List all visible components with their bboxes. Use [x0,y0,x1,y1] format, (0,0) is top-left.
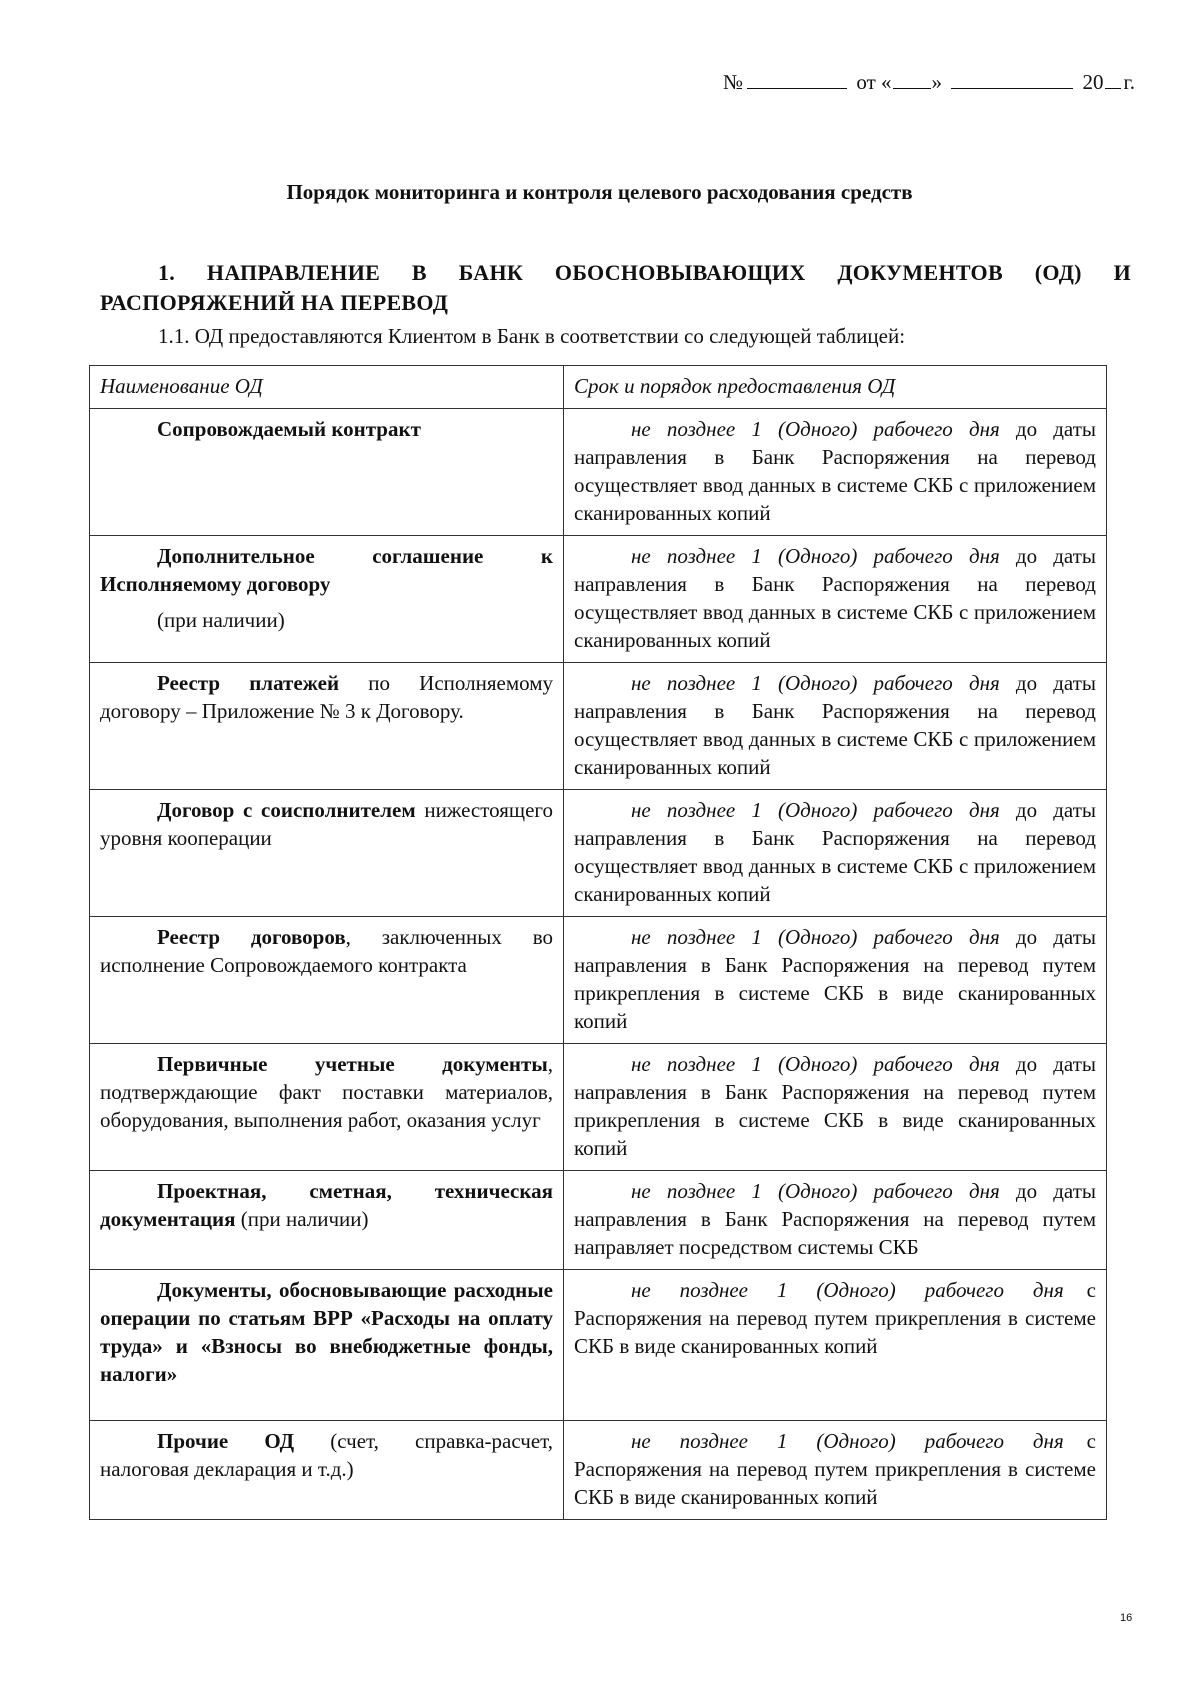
table-row [90,536,1107,663]
document-name-cell [90,1270,564,1421]
deadline-text: не позднее 1 (Одного) рабочего дня [631,925,1000,949]
submission-term-cell [564,1044,1107,1171]
submission-term-cell [564,536,1107,663]
document-name-rest: (при наличии) [235,1207,369,1231]
deadline-text: не позднее 1 (Одного) рабочего дня [631,544,1000,568]
document-number-blank [747,70,847,89]
deadline-text: не позднее 1 (Одного) рабочего дня [631,417,1000,441]
section-heading: 1. НАПРАВЛЕНИЕ В БАНК ОБОСНОВЫВАЮЩИХ ДОКУМЕНТОВ (ОД) И РАСПОРЯЖЕНИЙ НА ПЕРЕВОД [100,260,1131,315]
year-prefix: 20 [1082,70,1104,94]
section-intro-paragraph: 1.1. ОД предоставляются Клиентом в Банк в соответствии со следующей таблицей: [158,324,906,348]
document-name-cell [90,1171,564,1270]
procedure-text: до даты направления в Банк Распоряжения на перевод путем прикрепления в системе СКБ в виде сканированных копий [574,925,1096,1033]
document-name-rest: , заключенных во исполнение Сопровождаемого контракта [100,925,553,977]
table-row [90,790,1107,917]
document-name-bold: Реестр договоров [157,925,346,949]
submission-term-cell [564,1421,1107,1520]
table-row [90,409,1107,536]
document-name-rest: , подтверждающие факт поставки материалов, оборудования, выполнения работ, оказания услуг [100,1052,553,1132]
submission-term-cell [564,1171,1107,1270]
column-header-term: Срок и порядок предоставления ОД [564,366,1107,409]
procedure-text: до даты направления в Банк Распоряжения на перевод путем направляет посредством системы СКБ [574,1179,1096,1259]
document-name-bold: Прочие ОД [157,1429,295,1453]
table-row [90,1171,1107,1270]
procedure-text: до даты направления в Банк Распоряжения на перевод осуществляет ввод данных в системе СКБ с приложением сканированных копий [574,544,1096,652]
submission-term-cell [564,790,1107,917]
table-row [90,663,1107,790]
procedure-text: с Распоряжения на перевод путем прикрепления в системе СКБ в виде сканированных копий [574,1429,1096,1509]
procedure-text: до даты направления в Банк Распоряжения на перевод осуществляет ввод данных в системе СКБ с приложением сканированных копий [574,798,1096,906]
procedure-text: до даты направления в Банк Распоряжения на перевод путем прикрепления в системе СКБ в виде сканированных копий [574,1052,1096,1160]
document-name-cell [90,790,564,917]
submission-term-cell [564,409,1107,536]
year-suffix: г. [1123,70,1135,94]
document-name-rest: (счет, справка-расчет, налоговая декларация и т.д.) [100,1429,553,1481]
deadline-text: не позднее 1 (Одного) рабочего дня [631,1052,1000,1076]
deadline-text: не позднее 1 (Одного) рабочего дня [631,671,1000,695]
day-blank [893,70,931,89]
deadline-text: не позднее 1 (Одного) рабочего дня [631,1278,1064,1302]
table-header-row [90,366,1107,409]
document-name-bold: Первичные учетные документы [157,1052,548,1076]
table-row [90,917,1107,1044]
document-name-cell [90,536,564,663]
document-name-cell [90,663,564,790]
document-title: Порядок мониторинга и контроля целевого расходования средств [286,180,913,204]
document-name-rest: нижестоящего уровня кооперации [100,798,553,850]
table-row [90,1044,1107,1171]
document-name-cell [90,1421,564,1520]
document-name-cell [90,917,564,1044]
document-name-bold: Проектная, сметная, техническая документация [100,1179,553,1231]
procedure-text: до даты направления в Банк Распоряжения на перевод осуществляет ввод данных в системе СКБ с приложением сканированных копий [574,417,1096,525]
documents-table [89,365,1107,1520]
from-label: от « [856,70,892,94]
procedure-text: до даты направления в Банк Распоряжения на перевод осуществляет ввод данных в системе СКБ с приложением сканированных копий [574,671,1096,779]
table-row [90,1270,1107,1421]
document-name-note: (при наличии) [157,608,285,632]
document-name-bold: Документы, обосновывающие расходные операции по статьям ВРР «Расходы на оплату труда» и «Взносы во внебюджетные фонды, налоги» [100,1278,553,1386]
document-name-bold: Реестр платежей [157,671,340,695]
deadline-text: не позднее 1 (Одного) рабочего дня [631,1429,1064,1453]
column-header-name: Наименование ОД [90,366,564,409]
document-name-bold: Дополнительное соглашение к Исполняемому договору [100,544,553,596]
table-row [90,1421,1107,1520]
document-name-bold: Сопровождаемый контракт [157,417,421,441]
document-name-rest: по Исполняемому договору – Приложение № 3 к Договору. [100,671,553,723]
document-name-cell [90,409,564,536]
year-blank [1105,70,1121,89]
submission-term-cell [564,663,1107,790]
submission-term-cell [564,1270,1107,1421]
quote-close: » [931,70,942,94]
number-sign: № [723,70,744,94]
page-number: 16 [1120,1612,1133,1624]
document-reference-line [723,70,1135,95]
month-blank [951,70,1073,89]
submission-term-cell [564,917,1107,1044]
procedure-text: с Распоряжения на перевод путем прикрепления в системе СКБ в виде сканированных копий [574,1278,1096,1358]
document-name-cell [90,1044,564,1171]
deadline-text: не позднее 1 (Одного) рабочего дня [631,798,1000,822]
deadline-text: не позднее 1 (Одного) рабочего дня [631,1179,1000,1203]
document-name-bold: Договор с соисполнителем [157,798,416,822]
